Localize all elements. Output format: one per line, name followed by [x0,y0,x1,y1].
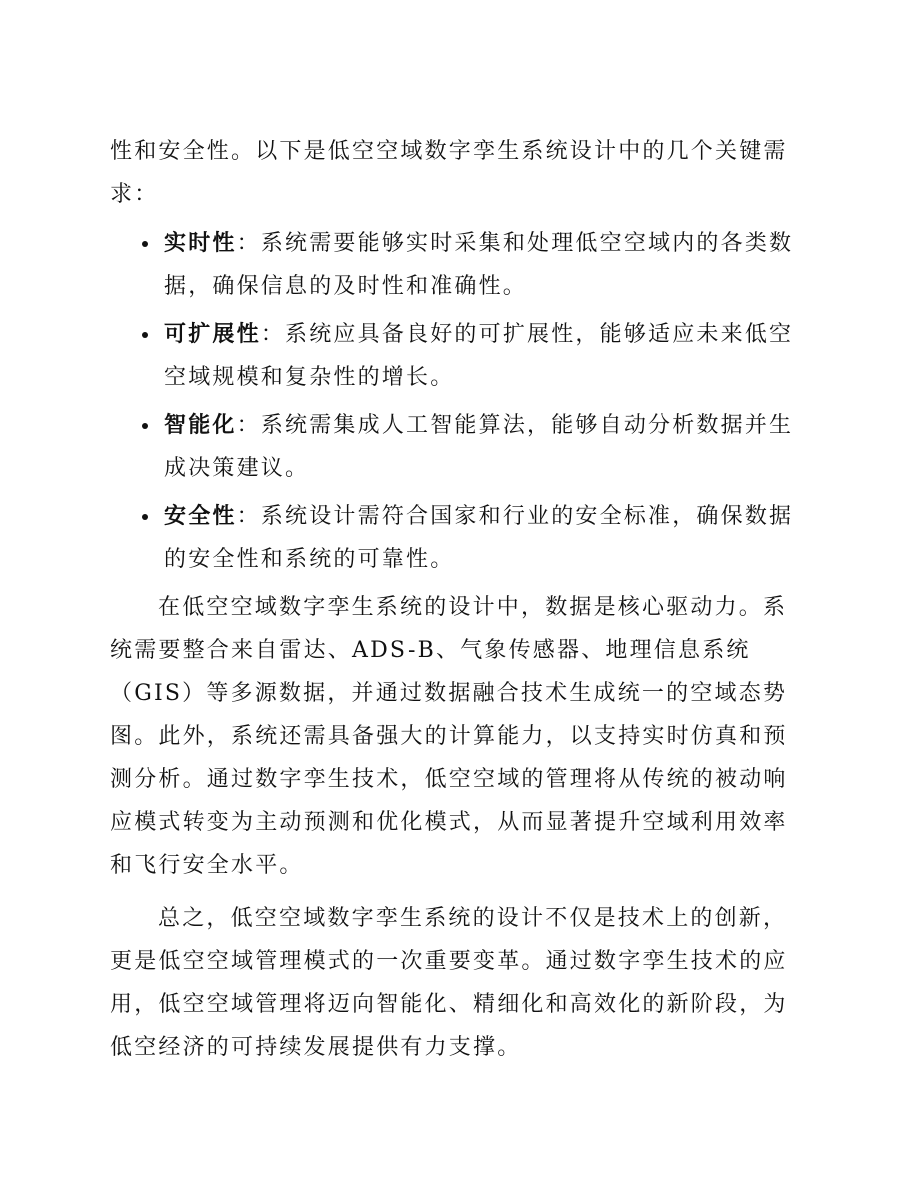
bullet-icon [142,514,148,520]
requirement-term: 可扩展性 [164,321,261,347]
requirement-description: 系统设计需符合国家和行业的安全标准，确保数据的安全性和系统的可靠性。 [164,504,794,572]
list-item [110,495,806,581]
requirement-colon: ： [236,413,261,438]
bullet-icon [142,241,148,247]
requirement-term: 实时性 [164,230,237,256]
bullet-icon [142,423,148,429]
list-item [110,313,806,399]
requirement-description: 系统应具备良好的可扩展性，能够适应未来低空空域规模和复杂性的增长。 [164,322,794,390]
summary-paragraph: 总之，低空空域数字孪生系统的设计不仅是技术上的创新，更是低空空域管理模式的一次重要变革。通过数字孪生技术的应用，低空空域管理将迈向智能化、精细化和高效化的新阶段，为低空经济的可持续发展提供有力支撑。 [110,906,788,1060]
list-item [110,222,806,308]
requirement-description: 系统需要能够实时采集和处理低空空域内的各类数据，确保信息的及时性和准确性。 [164,231,794,299]
requirement-term: 智能化 [164,412,237,438]
requirement-colon: ： [236,504,261,529]
requirement-colon: ： [260,322,286,347]
requirement-description: 系统需集成人工智能算法，能够自动分析数据并生成决策建议。 [164,413,794,481]
requirement-colon: ： [236,231,261,256]
intro-paragraph: 性和安全性。以下是低空空域数字孪生系统设计中的几个关键需求： [110,139,788,207]
requirement-term: 安全性 [164,503,237,529]
bullet-icon [142,332,148,338]
requirements-list [110,222,806,581]
data-paragraph: 在低空空域数字孪生系统的设计中，数据是核心驱动力。系统需要整合来自雷达、ADS-B、气象传感器、地理信息系统（GIS）等多源数据，并通过数据融合技术生成统一的空域态势图。此外，系统还需具备强大的计算能力，以支持实时仿真和预测分析。通过数字孪生技术，低空空域的管理将从传统的被动响应模式转变为主动预测和优化模式，从而显著提升空域利用效率和飞行安全水平。 [110,595,788,878]
document-page [110,130,806,1069]
list-item [110,404,806,490]
